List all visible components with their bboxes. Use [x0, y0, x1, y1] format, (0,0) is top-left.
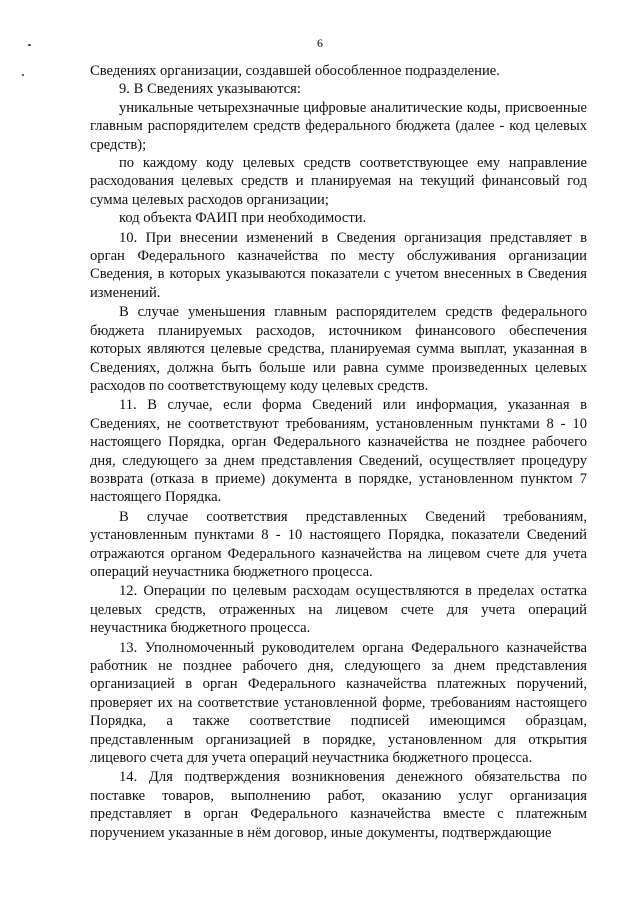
page-number: 6 [317, 36, 323, 50]
paragraph: 13. Уполномоченный руководителем органа Федерального казначейства работник не позднее рабочего дня, следующего за днем представления организацией в орган Федерального казначейства платежных поручений, проверяет их на соответствие установленной форме, требованиям настоящего Порядка, а также соответствие подписей имеющимся образцам, представленным организацией в порядке, установленном для открытия лицевого счета для учета операций неучастника бюджетного процесса. [90, 639, 587, 767]
paragraph: код объекта ФАИП при необходимости. [119, 210, 367, 227]
paragraph: 9. В Сведениях указываются: [119, 81, 301, 98]
paragraph: Сведениях организации, создавшей обособленное подразделение. [90, 63, 500, 79]
paragraph: 10. При внесении изменений в Сведения организация представляет в орган Федерального казначейства по месту обслуживания организации Сведения, в которых указываются показатели с учетом внесенных в Сведения изменений. [90, 229, 587, 301]
document-body [90, 62, 587, 842]
scan-speck [22, 74, 24, 76]
paragraph: В случае соответствия представленных Сведений требованиям, установленным пунктами 8 - 10 настоящего Порядка, показатели Сведений отражаются органом Федерального казначейства на лицевом счете для учета операций неучастника бюджетного процесса. [90, 508, 587, 580]
paragraph: 12. Операции по целевым расходам осуществляются в пределах остатка целевых средств, отраженных на лицевом счете для учета операций неучастника бюджетного процесса. [90, 583, 587, 637]
scan-speck [28, 44, 31, 46]
paragraph: 14. Для подтверждения возникновения денежного обязательства по поставке товаров, выполнению работ, оказанию услуг организация представляет в орган Федерального казначейства вместе с платежным поручением указанные в нём договор, иные документы, подтверждающие [90, 769, 587, 841]
paragraph: 11. В случае, если форма Сведений или информация, указанная в Сведениях, не соответствуют требованиям, установленным пунктами 8 - 10 настоящего Порядка, орган Федерального казначейства не позднее рабочего дня, следующего за днем представления Сведений, осуществляет процедуру возврата (отказа в приеме) документа в порядке, установленном пунктом 7 настоящего Порядка. [90, 397, 587, 506]
paragraph: В случае уменьшения главным распорядителем средств федерального бюджета планируемых расходов, источником финансового обеспечения которых являются целевые средства, планируемая сумма выплат, указанная в Сведениях, должна быть больше или равна сумме произведенных целевых расходов по соответствующему коду целевых средств. [90, 304, 587, 394]
paragraph: по каждому коду целевых средств соответствующее ему направление расходования целевых средств и планируемая на текущий финансовый год сумма целевых расходов организации; [90, 155, 587, 208]
paragraph: уникальные четырехзначные цифровые аналитические коды, присвоенные главным распорядителем средств федерального бюджета (далее - код целевых средств); [90, 99, 587, 153]
